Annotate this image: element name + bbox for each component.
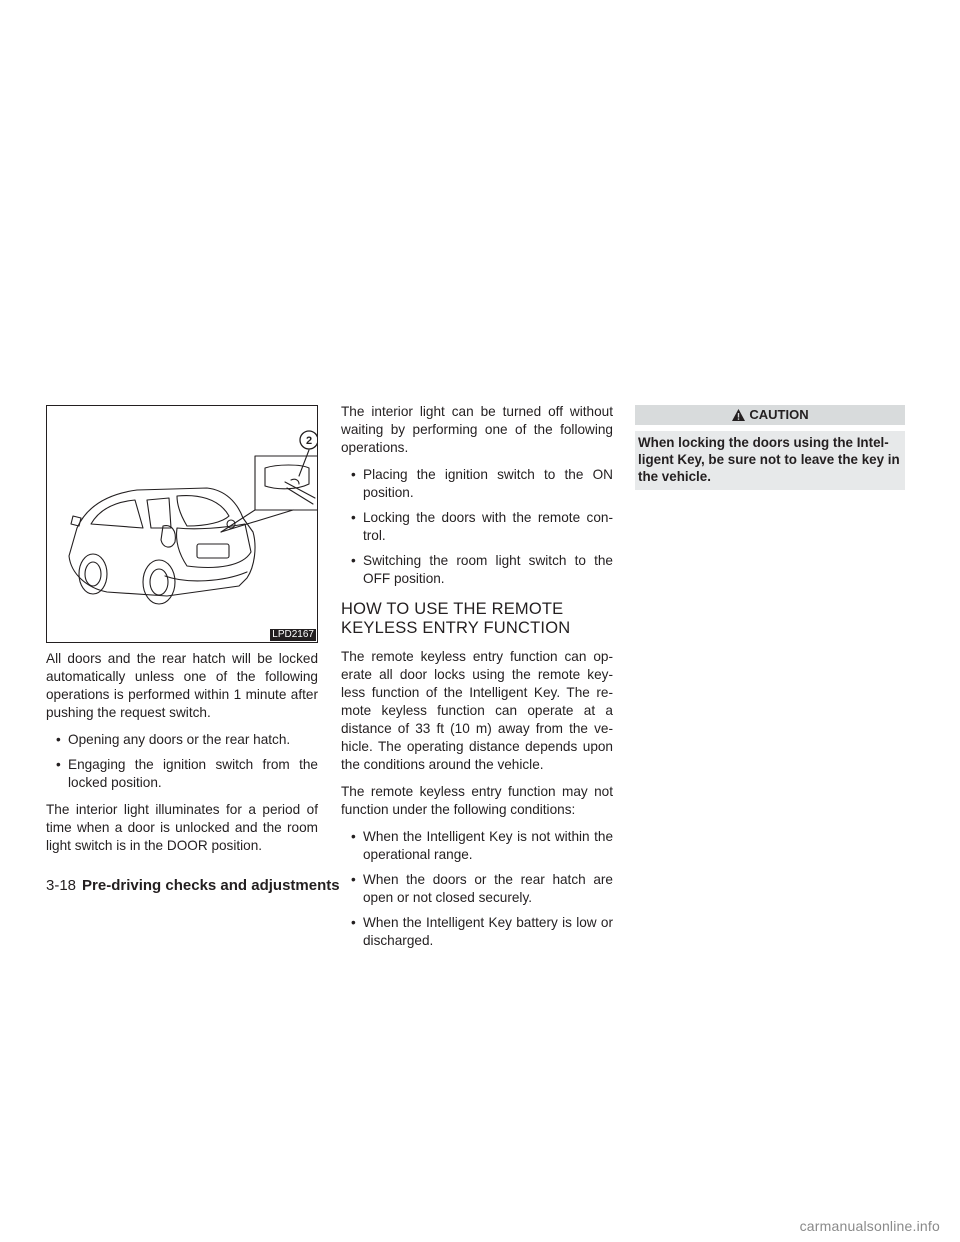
column-right [635, 405, 905, 490]
section-heading [341, 600, 613, 638]
list-item: • When the Intelligent Key is not within the operational range. [341, 828, 613, 864]
heading-line-2: KEYLESS ENTRY FUNCTION [341, 619, 571, 637]
figure-code: LPD2167 [272, 629, 314, 640]
caution-text: When locking the doors using the Intel-ligent Key, be sure not to leave the key in the vehicle. [635, 431, 905, 490]
rear-hatch-request-switch-figure [46, 405, 318, 643]
warning-triangle-icon [731, 408, 746, 422]
caution-header [635, 405, 905, 425]
list-item: • Locking the doors with the remote con-trol. [341, 509, 613, 545]
column-middle [341, 403, 613, 959]
column-left [46, 405, 318, 864]
section-title: Pre-driving checks and adjustments [82, 877, 340, 894]
bullet-list-auto-lock [46, 731, 318, 792]
bullet-list-conditions [341, 828, 613, 950]
list-item: • When the Intelligent Key battery is low or discharged. [341, 914, 613, 950]
list-item: • Switching the room light switch to the OFF position. [341, 552, 613, 588]
watermark: carmanualsonline.info [799, 1218, 940, 1234]
caution-title: CAUTION [749, 407, 809, 422]
list-item: • When the doors or the rear hatch are open or not closed securely. [341, 871, 613, 907]
bullet-list-light-off [341, 466, 613, 588]
list-item: • Placing the ignition switch to the ON position. [341, 466, 613, 502]
paragraph-conditions: The remote keyless entry function may not function under the following conditions: [341, 784, 613, 817]
callout-number: 2 [305, 435, 313, 447]
page-number: 3-18 [46, 877, 77, 894]
car-rear-illustration [47, 406, 317, 642]
paragraph-interior-light: The interior light illuminates for a period of time when a door is unlocked and the room light switch is in the DOOR position. [46, 802, 318, 853]
list-item: • Engaging the ignition switch from the locked position. [46, 756, 318, 792]
page-footer [46, 876, 340, 896]
heading-line-1: HOW TO USE THE REMOTE [341, 600, 564, 618]
paragraph-auto-lock: All doors and the rear hatch will be locked automatically unless one of the following operations is performed within 1 minute after pushing the request switch. [46, 651, 318, 720]
paragraph-remote-keyless: The remote keyless entry function can op-erate all door locks using the remote key-less function of the Intelligent Key. The re-mote keyless function can operate at a distance of 33 ft (10 m) away from the ve-hicle. The operating distance depends upon the conditions around the vehicle. [341, 649, 613, 772]
list-item: • Opening any doors or the rear hatch. [46, 731, 318, 749]
paragraph-light-off: The interior light can be turned off without waiting by performing one of the following operations. [341, 404, 613, 455]
